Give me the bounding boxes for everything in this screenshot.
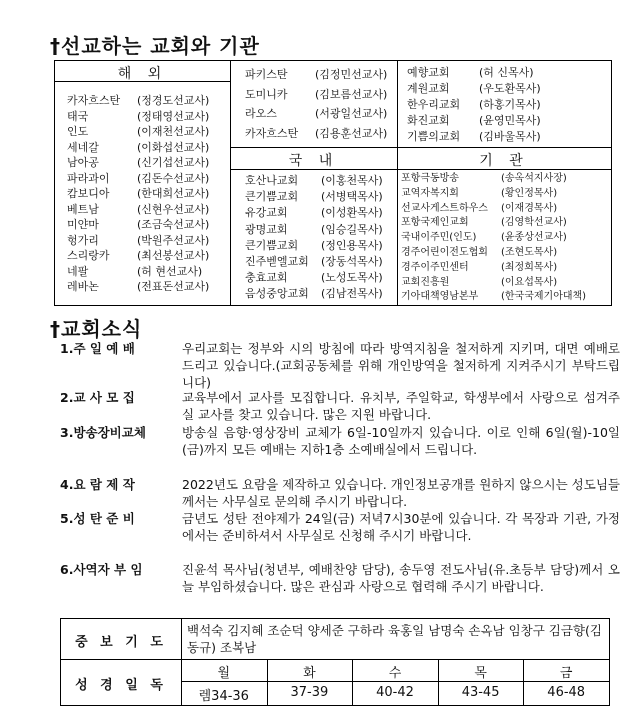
overseas-extra-item <box>245 106 387 122</box>
entry-place: 스리랑카 <box>67 249 110 262</box>
entry-place: 큰기쁨교회 <box>245 190 299 204</box>
entry-place: 광명교회 <box>245 222 288 236</box>
bible-label: 성 경 일 독 <box>75 678 167 693</box>
entry-place: 포항국제인교회 <box>401 217 469 229</box>
entry-place: 충효교회 <box>245 271 288 285</box>
entry-place: 진주벧엘교회 <box>245 255 309 268</box>
entry-person: (이재경목사) <box>501 202 558 214</box>
news-label: 2.교 사 모 집 <box>60 390 135 405</box>
entry-place: 기아대책영남본부 <box>401 291 479 303</box>
day-reading: 렘34-36 <box>198 689 249 704</box>
entry-place: 카자흐스탄 <box>245 126 299 140</box>
entry-person: (김남전목사) <box>321 287 383 301</box>
right-top-item <box>407 129 541 145</box>
prayer-label: 중 보 기 도 <box>75 635 167 650</box>
day-header: 금 <box>559 666 573 681</box>
entry-place: 도미니카 <box>245 87 288 101</box>
entry-place: 미얀마 <box>67 218 99 231</box>
entry-place: 교역자복지회 <box>401 187 459 199</box>
entry-person: (조현도목사) <box>501 247 558 258</box>
overseas-header: 해 외 <box>117 66 168 82</box>
entry-person: (허 신목사) <box>479 66 534 79</box>
entry-place: 교회진흥원 <box>401 276 450 288</box>
news-text: 진윤석 목사님(청년부, 예배찬양 담당), 송두영 전도사님(유.초등부 담당)께서 오늘 부임하셨습니다. 많은 관심과 사랑으로 협력해 주시기 바랍니다. <box>182 562 620 594</box>
entry-place: 카자흐스탄 <box>67 94 121 107</box>
day-header: 수 <box>388 666 402 681</box>
entry-person: (이화섭선교사) <box>137 140 210 154</box>
entry-place: 유강교회 <box>245 206 288 220</box>
right-top-item <box>407 65 534 81</box>
entry-place: 경주어린이전도협회 <box>401 247 488 258</box>
entry-person: (황인정목사) <box>501 187 558 199</box>
domestic-item <box>245 238 383 254</box>
entry-person: (한대희선교사) <box>137 187 210 200</box>
entry-place: 선교사게스트하우스 <box>401 202 488 214</box>
entry-person: (서병택목사) <box>321 190 383 204</box>
day-reading: 37-39 <box>290 685 329 700</box>
entry-person: (한국국제기아대책) <box>501 291 587 303</box>
domestic-item <box>245 254 383 270</box>
entry-person: (장동석목사) <box>321 255 383 268</box>
entry-person: (이요섭목사) <box>501 276 558 288</box>
right-top-item <box>407 97 541 113</box>
overseas-item <box>67 233 209 249</box>
overseas-item <box>67 217 209 233</box>
entry-person: (이홍천목사) <box>321 174 383 187</box>
org-item <box>401 230 567 246</box>
day-reading: 40-42 <box>376 685 414 700</box>
entry-place: 파키스탄 <box>245 68 288 81</box>
entry-person: (윤종상선교사) <box>501 232 567 244</box>
day-reading: 43-45 <box>461 685 500 700</box>
entry-place: 예향교회 <box>407 66 450 79</box>
news-label: 5.성 탄 준 비 <box>60 511 135 526</box>
domestic-item <box>245 286 383 302</box>
entry-person: (임승길목사) <box>321 222 383 236</box>
entry-person: (송옥석지사장) <box>501 173 567 184</box>
day-header: 월 <box>217 666 231 681</box>
overseas-extra-item <box>245 87 387 103</box>
overseas-extra-item <box>245 67 387 83</box>
org-item <box>401 275 557 291</box>
entry-place: 태국 <box>67 109 89 123</box>
entry-place: 큰기쁨교회 <box>245 238 299 252</box>
entry-person: (김돈수선교사) <box>137 171 210 185</box>
entry-person: (최정희목사) <box>501 261 558 273</box>
domestic-item <box>245 173 383 189</box>
news-label: 6.사역자 부 임 <box>60 562 143 577</box>
org-item <box>401 186 557 202</box>
overseas-item <box>67 171 209 187</box>
entry-place: 베트남 <box>67 202 99 216</box>
org-item <box>401 260 557 276</box>
prayer-names: 백석숙 김지혜 조순덕 양세준 구하라 육홍일 남명숙 손옥남 임창구 김금향(김동규) 조복남 <box>187 623 602 655</box>
entry-place: 계원교회 <box>407 82 450 95</box>
entry-person: (서광일선교사) <box>315 107 388 120</box>
day-header: 화 <box>303 666 316 681</box>
news-text: 방송실 음향·영상장비 교체가 6일-10일까지 있습니다. 이로 인해 6일(월)-10일(금)까지 모든 예배는 지하1층 소예배실에서 드립니다. <box>182 425 620 457</box>
entry-person: (우도환목사) <box>479 82 541 95</box>
news-text: 2022년도 요람을 제작하고 있습니다. 개인정보공개를 원하지 않으시는 성도님들께서는 사무실로 문의해 주시기 바랍니다. <box>182 477 620 509</box>
overseas-item <box>67 109 209 125</box>
entry-person: (정인용목사) <box>321 238 383 252</box>
entry-person: (박원주선교사) <box>137 233 210 247</box>
entry-place: 헝가리 <box>67 233 99 247</box>
domestic-item <box>245 270 383 286</box>
entry-person: (김영학선교사) <box>501 217 567 229</box>
entry-place: 포항극동방송 <box>401 173 459 184</box>
entry-place: 인도 <box>67 125 89 138</box>
entry-person: (김용훈선교사) <box>315 126 388 140</box>
news-label: 1.주 일 예 배 <box>60 341 135 356</box>
domestic-item <box>245 189 383 205</box>
entry-place: 음성중앙교회 <box>245 287 309 301</box>
news-label: 3.방송장비교체 <box>60 425 146 440</box>
mission-table <box>54 60 612 306</box>
overseas-item <box>67 248 209 264</box>
news-text: 금년도 성탄 전야제가 24일(금) 저녁7시30분에 있습니다. 각 목장과 기관, 가정에서는 준비하셔서 사무실로 신청해 주시기 바랍니다. <box>182 511 620 543</box>
entry-person: (정태영선교사) <box>137 109 210 123</box>
entry-person: (하홍기목사) <box>479 98 541 111</box>
entry-person: (전표돈선교사) <box>137 280 210 293</box>
overseas-item <box>67 186 209 202</box>
org-item <box>401 289 586 305</box>
day-header: 목 <box>474 666 487 681</box>
entry-person: (허 현선교사) <box>137 264 203 278</box>
entry-person: (최선봉선교사) <box>137 249 210 262</box>
entry-person: (김보름선교사) <box>315 87 388 101</box>
overseas-item <box>67 279 209 295</box>
domestic-item <box>245 222 383 238</box>
news-text: 우리교회는 정부와 시의 방침에 따라 방역지침을 철저하게 지키며, 대면 예배로 드리고 있습니다.(교회공동체를 위해 개인방역을 철저하게 지켜주시기 부탁드립니다) <box>182 341 620 390</box>
entry-person: (김정민선교사) <box>315 68 388 81</box>
entry-place: 경주이주민센터 <box>401 261 469 273</box>
entry-place: 레바논 <box>67 280 99 293</box>
domestic-header: 국 내 <box>288 153 339 169</box>
overseas-item <box>67 124 209 140</box>
domestic-item <box>245 205 383 221</box>
org-header: 기 관 <box>479 153 529 169</box>
entry-person: (정경도선교사) <box>137 94 210 107</box>
overseas-item <box>67 140 209 156</box>
entry-place: 파라과이 <box>67 171 110 185</box>
overseas-item <box>67 202 209 218</box>
entry-place: 라오스 <box>245 107 277 120</box>
entry-place: 남아공 <box>67 156 99 169</box>
news-label: 4.요 람 제 작 <box>60 477 135 492</box>
entry-person: (윤영민목사) <box>479 114 541 127</box>
overseas-extra-item <box>245 126 387 142</box>
overseas-item <box>67 155 209 171</box>
overseas-item <box>67 93 209 109</box>
entry-person: (김바울목사) <box>479 130 541 143</box>
entry-place: 국내이주민(인도) <box>401 232 477 244</box>
entry-person: (이재천선교사) <box>137 125 210 138</box>
org-item <box>401 171 567 187</box>
entry-place: 캄보디아 <box>67 187 110 200</box>
news-title: †교회소식 <box>50 317 143 341</box>
entry-place: 한우리교회 <box>407 98 461 111</box>
entry-person: (이성환목사) <box>321 206 383 220</box>
overseas-item <box>67 264 202 280</box>
entry-place: 네팔 <box>67 264 89 278</box>
day-reading: 46-48 <box>547 685 586 700</box>
org-item <box>401 245 557 261</box>
entry-person: (조금숙선교사) <box>137 218 210 231</box>
right-top-item <box>407 113 541 129</box>
bottom-table <box>60 618 610 706</box>
entry-place: 기쁨의교회 <box>407 130 461 143</box>
entry-person: (신기섭선교사) <box>137 156 210 169</box>
right-top-item <box>407 81 541 97</box>
entry-person: (신현우선교사) <box>137 202 210 216</box>
entry-place: 화진교회 <box>407 114 450 127</box>
news-text: 교육부에서 교사를 모집합니다. 유치부, 주일학교, 학생부에서 사랑으로 섬겨주실 교사를 찾고 있습니다. 많은 지원 바랍니다. <box>182 390 620 422</box>
entry-place: 호산나교회 <box>245 174 299 187</box>
mission-title: †선교하는 교회와 기관 <box>50 34 260 58</box>
entry-person: (노성도목사) <box>321 271 383 285</box>
org-item <box>401 201 557 217</box>
org-item <box>401 215 567 231</box>
entry-place: 세네갈 <box>67 140 99 154</box>
